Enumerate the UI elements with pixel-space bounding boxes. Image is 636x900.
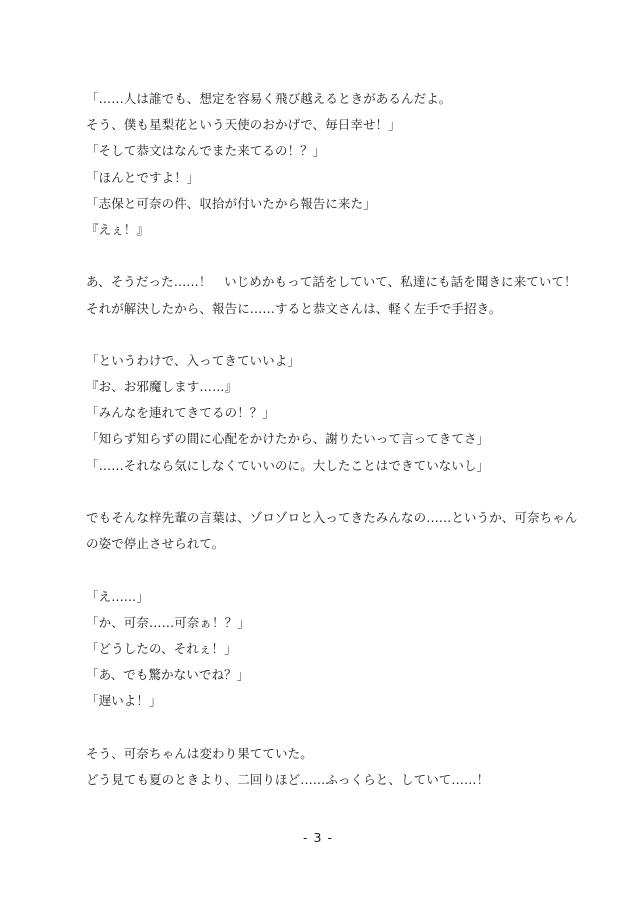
paragraph-gap [86, 243, 566, 269]
text-line: 『お、お邪魔します……』 [86, 379, 238, 395]
text-line: 「というわけで、入ってきていいよ」 [86, 352, 300, 368]
text-line: 「どうしたの、それぇ！」 [86, 640, 237, 656]
page-number: - 3 - [303, 830, 333, 845]
paragraph-gap [86, 322, 566, 348]
text-line: 「あ、でも驚かないでね？」 [86, 667, 250, 683]
text-line: 「か、可奈……可奈ぁ！？」 [86, 614, 250, 630]
text-line: 「え……」 [86, 588, 150, 604]
text-line: そう、可奈ちゃんは変わり果てていた。 [86, 745, 313, 761]
text-line: 「……それなら気にしなくていいのに。大したことはできていないし」 [86, 457, 490, 473]
paragraph-6 [86, 741, 566, 793]
text-line: 「遅いよ！」 [86, 693, 162, 709]
text-line: 「……人は誰でも、想定を容易く飛び越えるときがあるんだよ。 [86, 91, 452, 106]
body-text [86, 86, 578, 793]
paragraph-gap [86, 479, 566, 505]
text-line: 「ほんとですよ！」 [86, 169, 200, 185]
paragraph-4 [86, 505, 578, 557]
text-line: そう、僕も星梨花という天使のおかげで、毎日幸せ！」 [86, 117, 401, 133]
text-line: あ、そうだった……！ いじめかもって話をしていて、私達にも話を聞きに来ていて！ [86, 274, 577, 290]
text-line: の姿で停止させられて。 [86, 536, 225, 552]
text-line: 『えぇ！』 [86, 221, 150, 237]
paragraph-gap [86, 557, 566, 583]
paragraph-5 [86, 584, 566, 715]
paragraph-2 [86, 269, 577, 321]
text-line: でもそんな梓先輩の言葉は、ゾロゾロと入ってきたみんなの……というか、可奈ちゃん [86, 510, 578, 525]
paragraph-3 [86, 348, 566, 479]
text-line: 「そして恭文はなんでまた来てるの！？」 [86, 143, 326, 159]
paragraph-1 [86, 86, 566, 243]
text-line: それが解決したから、報告に……すると恭文さんは、軽く左手で手招き。 [86, 300, 502, 316]
text-line: どう見ても夏のときより、二回りほど……ふっくらと、していて……！ [86, 771, 490, 787]
text-line: 「志保と可奈の件、収拾が付いたから報告に来た」 [86, 195, 376, 211]
text-line: 「みんなを連れてきてるの！？」 [86, 405, 276, 421]
text-line: 「知らず知らずの間に心配をかけたから、謝りたいって言ってきてさ」 [86, 431, 490, 447]
paragraph-gap [86, 715, 566, 741]
